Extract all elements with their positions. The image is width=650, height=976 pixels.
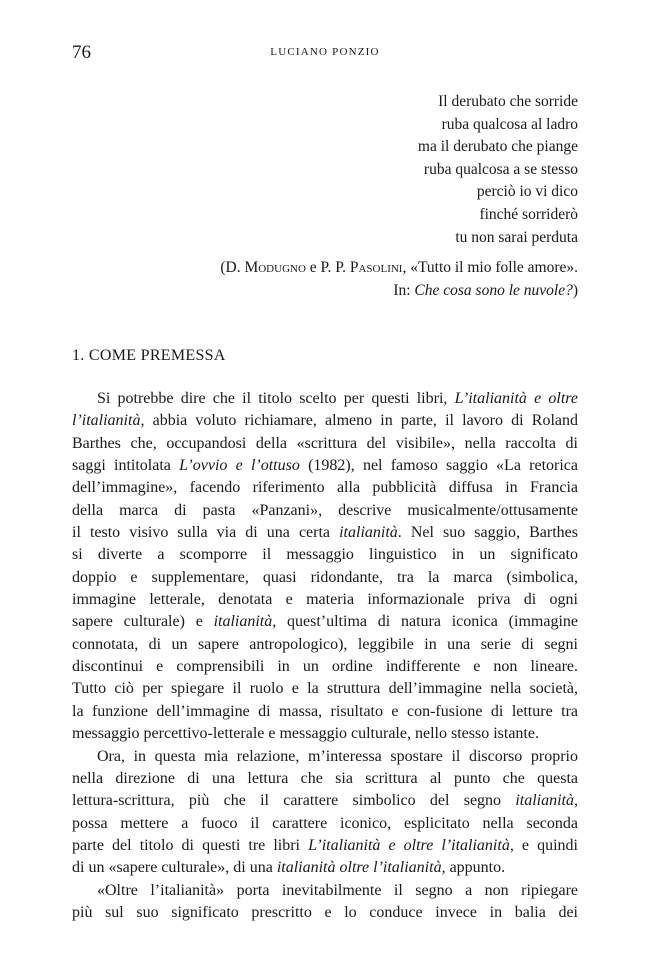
text-line: messaggio percettivo-letterale e messaggio culturale, nello stesso istante. <box>72 725 539 743</box>
epigraph-line: tu non sarai perduta <box>455 228 578 246</box>
text-line: parte del titolo di questi tre libri L’italianità e oltre l’italianità, e quindi <box>72 836 578 854</box>
text-line: Tutto ciò per spiegare il ruolo e la struttura dell’immagine nella società, <box>72 680 578 698</box>
epigraph-attribution <box>118 257 578 302</box>
epigraph-line: finché sorriderò <box>479 205 578 223</box>
text-line: discontinui e comprensibili in un ordine indifferente e non lineare. <box>72 658 578 676</box>
text-line: il testo visivo sulla via di una certa italianità. Nel suo saggio, Barthes <box>72 524 578 542</box>
attribution-line-1: (D. Modugno e P. P. Pasolini, «Tutto il mio folle amore». <box>220 259 578 276</box>
text-line: Barthes che, occupandosi della «scrittura del visibile», nella raccolta di <box>72 434 578 452</box>
text-line: della marca di pasta «Panzani», descrive musicalmente/ottusamente <box>72 501 578 519</box>
author-name: Modugno <box>244 259 306 276</box>
text-line: possa mettere a fuoco il carattere iconico, esplicitato nella seconda <box>72 814 578 832</box>
text-line: sapere culturale) e italianità, quest’ultima di natura iconica (immagine <box>72 613 578 631</box>
text-line: di un «sapere culturale», di una italianità oltre l’italianità, appunto. <box>72 859 506 877</box>
text-line: connotata, di un sapere antropologico), leggibile in una serie di segni <box>72 635 578 653</box>
text-line: più sul suo significato prescritto e lo conduce invece in balia dei <box>72 903 578 921</box>
text-line: saggi intitolata L’ovvio e l’ottuso (1982), nel famoso saggio «La retorica <box>72 457 578 475</box>
text-line: «Oltre l’italianità» porta inevitabilmente il segno a non ripiegare <box>97 881 578 899</box>
text-line: lettura-scrittura, più che il carattere simbolico del segno italianità, <box>72 792 578 810</box>
running-head: LUCIANO PONZIO <box>270 46 380 58</box>
text-line: Si potrebbe dire che il titolo scelto per questi libri, L’italianità e oltre <box>97 390 579 407</box>
body-text <box>72 388 578 924</box>
epigraph-line: ruba qualcosa al ladro <box>441 115 578 133</box>
text-line: la funzione dell’immagine di massa, risultato e con-fusione di letture tra <box>72 702 578 720</box>
film-title: Che cosa sono le nuvole? <box>414 281 573 299</box>
author-name: Pasolini <box>349 259 403 276</box>
attribution-line-2: In: Che cosa sono le nuvole?) <box>393 281 578 299</box>
text-line: si diverte a scomporre il messaggio linguistico in un significato <box>72 546 578 564</box>
text-line: doppio e supplementare, quasi ridondante, tra la marca (simbolica, <box>72 568 578 586</box>
epigraph-line: Il derubato che sorride <box>438 93 578 110</box>
text-line: dell’immagine», facendo riferimento alla pubblicità diffusa in Francia <box>72 479 578 497</box>
epigraph-line: ruba qualcosa a se stesso <box>423 160 578 178</box>
epigraph-line: perciò io vi dico <box>476 183 578 201</box>
epigraph-line: ma il derubato che piange <box>417 138 578 156</box>
text-line: l’italianità, abbia voluto richiamare, almeno in parte, il lavoro di Roland <box>72 412 578 430</box>
text-line: nella direzione di una lettura che sia scrittura al punto che questa <box>72 769 578 787</box>
text-line: Ora, in questa mia relazione, m’interessa spostare il discorso proprio <box>97 747 578 765</box>
text-line: immagine letterale, denotata e materia informazionale priva di ogni <box>72 591 578 609</box>
epigraph <box>158 91 578 249</box>
section-heading: 1. COME PREMESSA <box>72 347 226 364</box>
page-number: 76 <box>72 42 91 63</box>
